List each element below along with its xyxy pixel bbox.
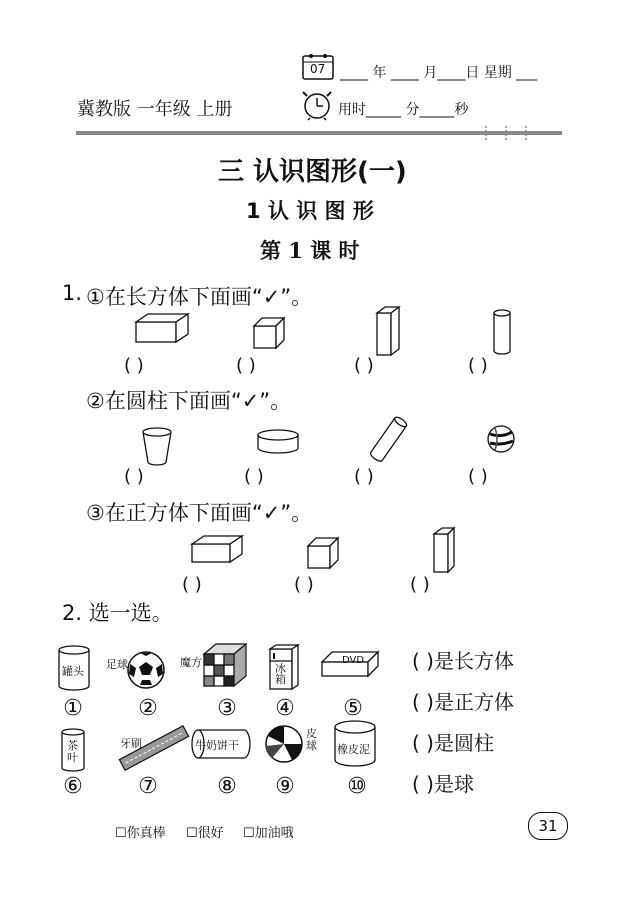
clay-tub-object (332, 720, 378, 768)
answer-paren[interactable]: ( ) (124, 355, 144, 376)
book-label: 冀教版 一年级 上册 (77, 99, 233, 120)
answer-paren[interactable]: ( ) (294, 574, 314, 595)
rating-good[interactable]: ☐很好 (186, 826, 224, 841)
time-line: 用时_____ 分_____秒 (338, 102, 469, 118)
answer-paren[interactable]: ( ) (236, 355, 256, 376)
tea-can-object (60, 728, 86, 772)
answer-paren[interactable]: ( ) (182, 574, 202, 595)
date-line: ____ 年 ____ 月____日 星期 ___ (340, 65, 538, 81)
cylinder-flat-shape (256, 428, 300, 456)
cylinder-tilted-shape (368, 414, 408, 466)
object-label: 茶叶 (67, 739, 78, 764)
ball-shape (486, 424, 516, 454)
q1-label: 1. (62, 281, 83, 305)
q1-part1-instruction: ①在长方体下面画“✓”。 (86, 285, 313, 309)
object-label: 足球 (106, 658, 128, 671)
q2-label: 2. 选一选。 (62, 601, 173, 625)
chapter-title: 三 认识图形(一) (218, 157, 407, 187)
answer-paren[interactable]: ( ) (410, 574, 430, 595)
object-label: DVD (342, 655, 365, 666)
answer-paren[interactable]: ( ) (244, 466, 264, 487)
object-label: 皮球 (306, 727, 317, 752)
soccer-ball-object (126, 650, 166, 690)
object-label: 魔方 (180, 656, 202, 669)
object-label: 罐头 (62, 665, 84, 678)
object-number: ⑨ (275, 774, 295, 799)
object-number: ④ (275, 696, 295, 721)
cuboid-flat-shape (190, 534, 244, 564)
object-label: 牛奶饼干 (195, 739, 239, 752)
answer-paren[interactable]: ( ) (468, 466, 488, 487)
section-title: 1 认 识 图 形 (246, 199, 374, 223)
divider-decoration (478, 124, 538, 144)
fridge-object (268, 643, 300, 691)
object-number: ⑤ (343, 696, 363, 721)
calendar-day: 07 (310, 62, 326, 76)
object-label: 牙刷 (120, 737, 142, 750)
object-number: ⑦ (138, 774, 158, 799)
object-number: ⑧ (217, 774, 237, 799)
rubiks-cube-object (202, 640, 248, 690)
q1-part2-instruction: ②在圆柱下面画“✓”。 (86, 389, 292, 413)
answer-cube[interactable]: ( )是正方体 (412, 690, 514, 714)
object-number: ① (63, 696, 83, 721)
cuboid-tall-shape (375, 305, 403, 357)
cookie-tube-object (190, 726, 252, 762)
object-number: ⑥ (63, 774, 83, 799)
answer-paren[interactable]: ( ) (354, 355, 374, 376)
calendar-icon (302, 52, 334, 80)
q1-part3-instruction: ③在正方体下面画“✓”。 (86, 501, 313, 525)
answer-paren[interactable]: ( ) (124, 466, 144, 487)
dvd-player-object (320, 650, 380, 680)
page-number: 31 (538, 817, 558, 835)
cube-shape (252, 316, 286, 350)
lesson-title: 第 1 课 时 (260, 238, 360, 263)
answer-paren[interactable]: ( ) (468, 355, 488, 376)
answer-sphere[interactable]: ( )是球 (412, 772, 474, 796)
answer-cuboid[interactable]: ( )是长方体 (412, 649, 514, 673)
answer-paren[interactable]: ( ) (354, 466, 374, 487)
answer-cylinder[interactable]: ( )是圆柱 (412, 731, 494, 755)
beach-ball-object (264, 724, 304, 764)
toothbrush-box-object (116, 722, 192, 774)
object-number: ③ (217, 696, 237, 721)
object-number: ⑩ (347, 774, 367, 799)
cuboid-tall-shape (432, 526, 458, 574)
rating-great[interactable]: ☐你真棒 (115, 826, 166, 841)
object-label: 冰箱 (275, 662, 286, 686)
can-object (57, 645, 91, 691)
object-number: ② (138, 696, 158, 721)
page-number-badge (528, 812, 568, 840)
cuboid-flat-shape (134, 312, 190, 344)
cylinder-tall-shape (492, 308, 512, 356)
cube-shape (306, 536, 340, 570)
object-label: 橡皮泥 (337, 743, 370, 756)
alarm-clock-icon (300, 88, 334, 120)
rating-keep-trying[interactable]: ☐加油哦 (243, 826, 294, 841)
cup-shape (140, 426, 174, 466)
